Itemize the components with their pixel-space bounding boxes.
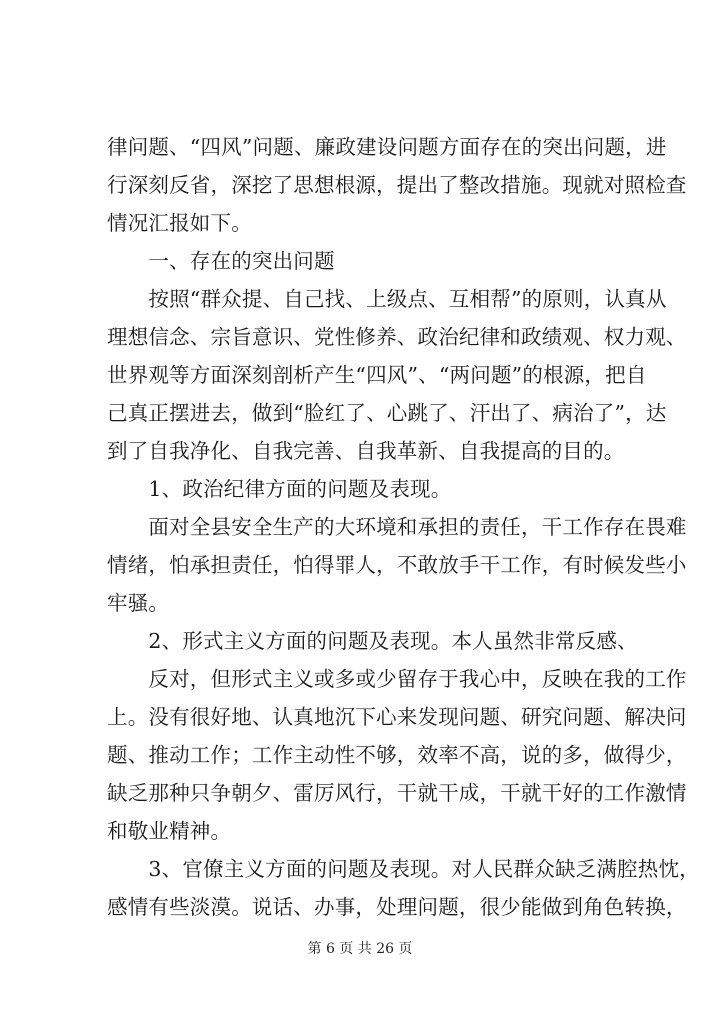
text-line: 律问题、“四风”问题、廉政建设问题方面存在的突出问题，进 <box>107 135 667 159</box>
subsection-heading: 1、政治纪律方面的问题及表现。 <box>107 477 452 501</box>
section-heading: 一、存在的突出问题 <box>107 249 335 273</box>
text-line: 世界观等方面深刻剖析产生“四风”、“两问题”的根源，把自 <box>107 363 647 387</box>
text-line: 反对，但形式主义或多或少留存于我心中，反映在我的工作 <box>107 667 687 691</box>
page-number-footer: 第 6 页 共 26 页 <box>307 941 413 957</box>
text-line: 情况汇报如下。 <box>107 211 252 235</box>
text-line: 和敬业精神。 <box>107 819 232 843</box>
text-line: 行深刻反省，深挖了思想根源，提出了整改措施。现就对照检查 <box>107 173 687 197</box>
text-line: 感情有些淡漠。说话、办事，处理问题，很少能做到角色转换， <box>107 895 687 919</box>
text-line: 上。没有很好地、认真地沉下心来发现问题、研究问题、解决问 <box>107 705 687 729</box>
text-line: 按照“群众提、自己找、上级点、互相帮”的原则，认真从 <box>107 287 667 311</box>
subsection-heading: 3、官僚主义方面的问题及表现。对人民群众缺乏满腔热忱， <box>107 857 700 881</box>
document-body <box>107 128 700 926</box>
text-line: 牢骚。 <box>107 591 170 615</box>
text-line: 面对全县安全生产的大环境和承担的责任，干工作存在畏难 <box>107 515 687 539</box>
text-line: 情绪，怕承担责任，怕得罪人，不敢放手干工作，有时候发些小 <box>107 553 687 577</box>
text-line: 缺乏那种只争朝夕、雷厉风行，干就干成，干就干好的工作激情 <box>107 781 687 805</box>
text-line: 理想信念、宗旨意识、党性修养、政治纪律和政绩观、权力观、 <box>107 325 687 349</box>
text-line: 到了自我净化、自我完善、自我革新、自我提高的目的。 <box>107 439 625 463</box>
text-line: 题、推动工作；工作主动性不够，效率不高，说的多，做得少， <box>107 743 687 767</box>
text-line: 己真正摆进去，做到“脸红了、心跳了、汗出了、病治了”，达 <box>107 401 667 425</box>
subsection-heading: 2、形式主义方面的问题及表现。本人虽然非常反感、 <box>107 629 638 653</box>
